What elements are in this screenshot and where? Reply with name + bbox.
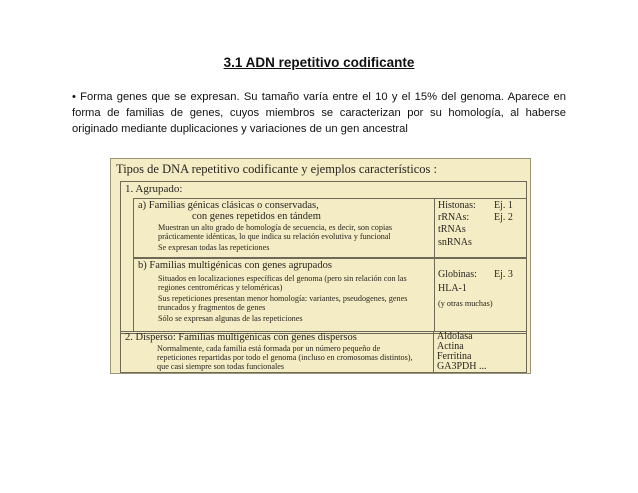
grupo-b-line5: Sólo se expresan algunas de las repeticiones <box>158 314 303 323</box>
example-snrnas: snRNAs <box>438 237 472 248</box>
example-globinas: Globinas: <box>438 269 477 280</box>
grupo-label: 1. Agrupado: <box>125 183 183 195</box>
disperso-box <box>120 331 527 373</box>
grupo-a-line1: Muestran un alto grado de homología de secuencia, es decir, son copias <box>158 223 393 232</box>
disperso-line1: Normalmente, cada familia está formada por un número pequeño de <box>157 344 381 353</box>
intro-paragraph: • Forma genes que se expresan. Su tamaño varía entre el 10 y el 15% del genoma. Aparece en forma de familias de genes, cuyos miembros se caracterizan por su homología, al haberse originado mediante duplicaciones y variaciones de un gen ancestral <box>72 91 566 135</box>
disperso-heading: 2. Disperso: Familias multigénicas con genes dispersos <box>125 332 357 343</box>
grupo-b-box <box>133 258 527 332</box>
grupo-b-line3: Sus repeticiones presentan menor homología: variantes, pseudogenes, genes <box>158 294 408 303</box>
ref-ej3: Ej. 3 <box>494 269 513 280</box>
example-actina: Actina <box>437 341 464 352</box>
example-rrnas: rRNAs: <box>438 212 470 223</box>
grupo-a-box <box>133 198 527 258</box>
ref-ej2: Ej. 2 <box>494 212 513 223</box>
grupo-b-line4: truncados y fragmentos de genes <box>158 303 266 312</box>
divider <box>434 259 435 331</box>
page-title: 3.1 ADN repetitivo codificante <box>223 55 415 70</box>
grupo-b-line1: Situados en localizaciones específicas del genoma (pero sin relación con las <box>158 274 407 283</box>
example-histonas: Histonas: <box>438 200 476 211</box>
divider <box>433 332 434 372</box>
example-aldolasa: Aldolasa <box>437 331 473 342</box>
disperso-line2: repeticiones repartidas por todo el genoma (incluso en cromosomas distintos), <box>157 353 413 362</box>
disperso-line3: que casi siempre son todas funcionales <box>157 362 285 371</box>
scanned-table-image <box>110 158 531 374</box>
example-hla1: HLA-1 <box>438 283 467 294</box>
grupo-b-line2: regiones centroméricas y teloméricas) <box>158 283 283 292</box>
grupo-b-heading: b) Familias multigénicas con genes agrupados <box>138 260 332 271</box>
scan-title: Tipos de DNA repetitivo codificante y ejemplos característicos : <box>116 162 437 176</box>
grupo-box <box>120 181 527 334</box>
divider <box>434 199 435 257</box>
grupo-a-heading2: con genes repetidos en tándem <box>192 211 321 222</box>
example-ga3pdh: GA3PDH ... <box>437 361 487 372</box>
example-otras: (y otras muchas) <box>438 299 493 308</box>
grupo-a-line2: prácticamente idénticas, lo que indica su relación evolutiva y funcional <box>158 232 391 241</box>
example-ferritina: Ferritina <box>437 351 472 362</box>
example-trnas: tRNAs <box>438 224 466 235</box>
grupo-a-line3: Se expresan todas las repeticiones <box>158 243 270 252</box>
grupo-a-heading1: a) Familias génicas clásicas o conservadas, <box>138 200 319 211</box>
ref-ej1: Ej. 1 <box>494 200 513 211</box>
